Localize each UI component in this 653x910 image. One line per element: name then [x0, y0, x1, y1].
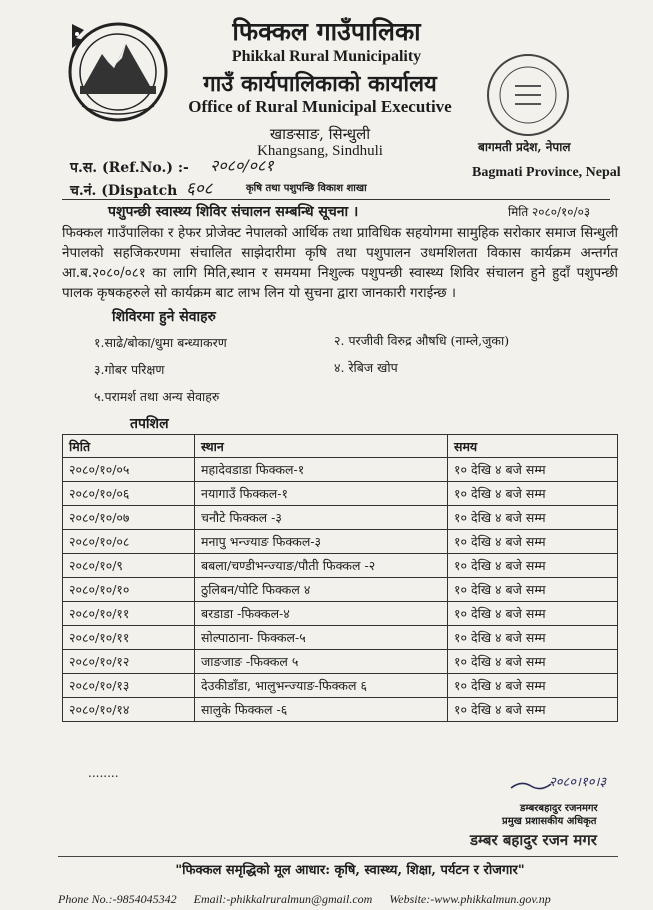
column-header-date: मिति	[63, 435, 195, 458]
cell-time: १० देखि ४ बजे सम्म	[448, 650, 618, 674]
cell-place: महादेवडाडा फिक्कल-१	[195, 458, 448, 482]
cell-place: चनौटे फिक्कल -३	[195, 506, 448, 530]
cell-time: १० देखि ४ बजे सम्म	[448, 674, 618, 698]
table-row	[63, 674, 618, 698]
cell-time: १० देखि ४ बजे सम्म	[448, 602, 618, 626]
municipality-title-english: Phikkal Rural Municipality	[231, 48, 422, 65]
cell-place: बबला/चण्डीभन्ज्याङ/पौती फिक्कल -२	[195, 554, 448, 578]
column-header-place: स्थान	[195, 435, 448, 458]
cell-place: जाङजाङ -फिक्कल ५	[195, 650, 448, 674]
officer-title: प्रमुख प्रशासकीय अधिकृत	[502, 816, 597, 827]
address-english: Khangsang, Sindhuli	[257, 143, 383, 159]
cell-date: २०८०/१०/१३	[63, 674, 195, 698]
province-nepali: बागमती प्रदेश, नेपाल	[478, 140, 571, 154]
table-header-row	[63, 435, 618, 458]
cell-place: मनापु भन्ज्याङ फिक्कल-३	[195, 530, 448, 554]
office-seal-stamp	[485, 52, 571, 138]
ref-number-label: प.स. (Ref.No.) :-	[70, 160, 189, 176]
handwritten-signature	[507, 770, 627, 798]
office-title-nepali: गाउँ कार्यपालिकाको कार्यालय	[203, 71, 437, 97]
cell-date: २०८०/१०/११	[63, 602, 195, 626]
table-row	[63, 602, 618, 626]
table-row	[63, 506, 618, 530]
services-heading: शिविरमा हुने सेवाहरु	[112, 309, 216, 325]
officer-name-stamp: डम्बर बहादुर रजन मगर	[470, 831, 597, 849]
notice-subject: पशुपन्छी स्वास्थ्य शिविर संचालन सम्बन्धि सूचना ।	[108, 204, 359, 220]
notice-date: मिति २०८०/१०/०३	[508, 205, 591, 219]
province-english: Bagmati Province, Nepal	[472, 165, 621, 180]
branch-stamp: कृषि तथा पशुपन्छि विकाश शाखा	[246, 183, 367, 194]
table-row	[63, 698, 618, 722]
service-item: ५.परामर्श तथा अन्य सेवाहरु	[94, 389, 220, 404]
dispatch-number-label: च.नं. (Dispatch	[70, 183, 178, 199]
contact-footer	[58, 892, 565, 907]
address-nepali: खाङसाङ, सिन्धुली	[269, 125, 371, 143]
service-item: ४. रेबिज खोप	[334, 360, 398, 375]
dotted-line: ........	[88, 766, 119, 780]
table-row	[63, 578, 618, 602]
cell-time: १० देखि ४ बजे सम्म	[448, 698, 618, 722]
cell-time: १० देखि ४ बजे सम्म	[448, 530, 618, 554]
header-divider	[62, 199, 610, 200]
cell-time: १० देखि ४ बजे सम्म	[448, 482, 618, 506]
service-item: १.साढे/बोका/धुमा बन्ध्याकरण	[94, 335, 227, 350]
cell-date: २०८०/१०/०७	[63, 506, 195, 530]
table-row	[63, 458, 618, 482]
signature-date: २०८०।१०।३	[549, 775, 607, 790]
service-item: ३.गोबर परिक्षण	[94, 362, 165, 377]
cell-place: सोल्पाठाना- फिक्कल-५	[195, 626, 448, 650]
cell-place: ठुलिबन/पोटि फिक्कल ४	[195, 578, 448, 602]
footer-website: Website:-www.phikkalmun.gov.np	[389, 892, 551, 906]
cell-date: २०८०/१०/९	[63, 554, 195, 578]
cell-time: १० देखि ४ बजे सम्म	[448, 578, 618, 602]
table-row	[63, 626, 618, 650]
cell-date: २०८०/१०/१४	[63, 698, 195, 722]
cell-time: १० देखि ४ बजे सम्म	[448, 458, 618, 482]
municipality-motto: "फिक्कल समृद्धिको मूल आधार: कृषि, स्वास्थ्य, शिक्षा, पर्यटन र रोजगार"	[175, 863, 525, 878]
table-row	[63, 554, 618, 578]
footer-divider	[58, 856, 618, 857]
officer-name: डम्बरबहादुर रजनमगर	[520, 803, 598, 814]
service-item: २. परजीवी विरुद्र औषधि (नाम्ले,जुका)	[334, 333, 510, 348]
footer-phone: Phone No.:-9854045342	[58, 892, 177, 906]
notice-body: फिक्कल गाउँपालिका र हेफर प्रोजेक्ट नेपालको आर्थिक तथा प्राविधिक सहयोगमा सामुहिक सरोकार समाज सिन्धुली नेपालको सहजिकरणमा संचालित साझेदारीमा कृषि तथा पशुपालन उधमशिलता विकास कार्यक्रम अन्तर्गत आ.ब.२०८०/०८१ का लागि मिति,स्थान र समयमा निशुल्क पशुपन्छी स्वास्थ्य शिविर संचालन हुने हुदाँ पशुपन्छी पालक कृषकहरुले सो कार्यक्रम बाट लाभ लिन यो सुचना द्वारा जानकारी गराईन्छ ।	[62, 225, 618, 301]
cell-time: १० देखि ४ बजे सम्म	[448, 626, 618, 650]
table-row	[63, 650, 618, 674]
office-title-english: Office of Rural Municipal Executive	[188, 97, 452, 116]
cell-date: २०८०/१०/११	[63, 626, 195, 650]
table-row	[63, 482, 618, 506]
cell-place: बरडाडा -फिक्कल-४	[195, 602, 448, 626]
schedule-table	[62, 434, 618, 722]
cell-date: २०८०/१०/०८	[63, 530, 195, 554]
dispatch-number-value: ६०८	[186, 179, 213, 199]
footer-email: Email:-phikkalruralmun@gmail.com	[193, 892, 373, 906]
column-header-time: समय	[448, 435, 618, 458]
cell-date: २०८०/१०/१०	[63, 578, 195, 602]
cell-date: २०८०/१०/०५	[63, 458, 195, 482]
cell-place: सालुके फिक्कल -६	[195, 698, 448, 722]
schedule-heading: तपशिल	[130, 416, 169, 432]
cell-time: १० देखि ४ बजे सम्म	[448, 506, 618, 530]
cell-time: १० देखि ४ बजे सम्म	[448, 554, 618, 578]
table-row	[63, 530, 618, 554]
ref-number-value: २०८०/०८१	[210, 156, 274, 175]
cell-date: २०८०/१०/०६	[63, 482, 195, 506]
cell-place: नयागाउँ फिक्कल-१	[195, 482, 448, 506]
cell-place: देउकीडाँडा, भालुभन्ज्याङ-फिक्कल ६	[195, 674, 448, 698]
cell-date: २०८०/१०/१२	[63, 650, 195, 674]
municipality-title-nepali: फिक्कल गाउँपालिका	[232, 17, 421, 46]
